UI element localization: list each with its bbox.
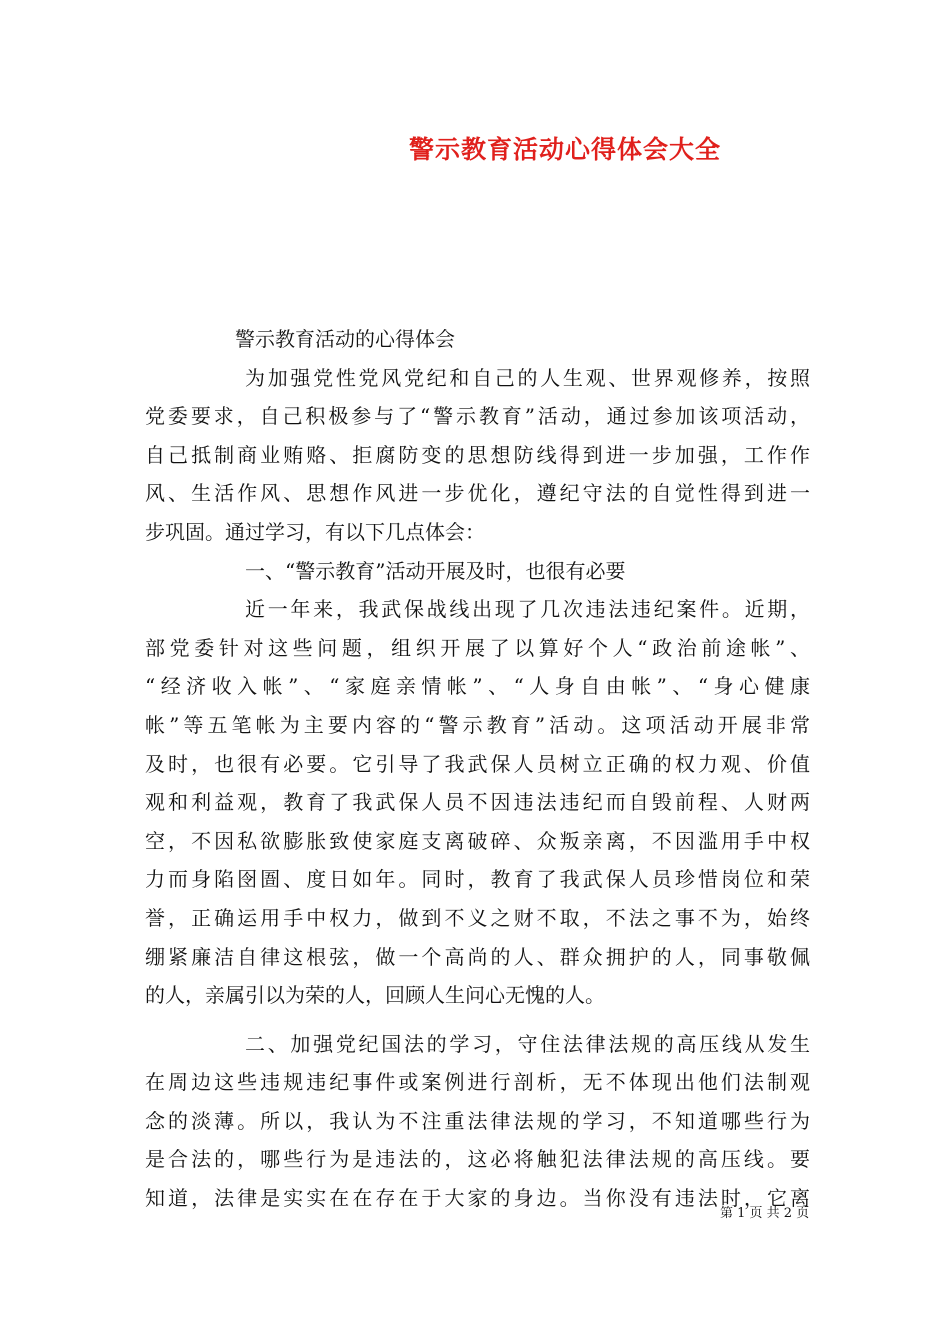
text-line: 知道，法律是实实在在存在于大家的身边。当你没有违法时，它离 [145, 1186, 810, 1211]
text-line: 誉，正确运用手中权力，做到不义之财不取，不法之事不为，始终 [145, 905, 810, 930]
text-line: 念的淡薄。所以，我认为不注重法律法规的学习，不知道哪些行为 [145, 1108, 810, 1133]
text-line: 风、生活作风、思想作风进一步优化，遵纪守法的自觉性得到进一 [145, 481, 810, 506]
text-line: 二、加强党纪国法的学习，守住法律法规的高压线从发生 [245, 1031, 810, 1056]
text-line: 党委要求，自己积极参与了“警示教育”活动，通过参加该项活动， [145, 404, 810, 429]
text-line: 空，不因私欲膨胀致使家庭支离破碎、众叛亲离，不因滥用手中权 [145, 828, 810, 853]
text-line: 绷紧廉洁自律这根弦，做一个高尚的人、群众拥护的人，同事敬佩 [145, 944, 810, 969]
paragraph-section-1 [145, 590, 810, 1015]
page-number: 第 1 页 共 2 页 [720, 1206, 810, 1221]
paragraph-section-2 [145, 1025, 810, 1218]
page-title: 警示教育活动心得体会大全 [408, 135, 721, 164]
text-line: “经济收入帐”、“家庭亲情帐”、“人身自由帐”、“身心健康 [145, 674, 810, 699]
document-body [145, 320, 810, 1218]
text-line: 是合法的，哪些行为是违法的，这必将触犯法律法规的高压线。要 [145, 1147, 810, 1172]
text-line: 力而身陷囹圄、度日如年。同时，教育了我武保人员珍惜岗位和荣 [145, 867, 810, 892]
section-heading-1: 一、“警示教育”活动开展及时，也很有必要 [245, 558, 626, 583]
text-line: 的人，亲属引以为荣的人，回顾人生问心无愧的人。 [145, 983, 605, 1008]
text-line: 及时，也很有必要。它引导了我武保人员树立正确的权力观、价值 [145, 751, 810, 776]
text-line: 近一年来，我武保战线出现了几次违法违纪案件。近期， [245, 597, 810, 622]
text-line: 自己抵制商业贿赂、拒腐防变的思想防线得到进一步加强，工作作 [145, 442, 810, 467]
text-line: 观和利益观，教育了我武保人员不因违法违纪而自毁前程、人财两 [145, 790, 810, 815]
text-line: 为加强党性党风党纪和自己的人生观、世界观修养，按照 [245, 365, 810, 390]
text-line: 帐”等五笔帐为主要内容的“警示教育”活动。这项活动开展非常 [145, 712, 810, 737]
text-line: 在周边这些违规违纪事件或案例进行剖析，无不体现出他们法制观 [145, 1070, 810, 1095]
paragraph-gap [145, 1015, 810, 1025]
text-line: 步巩固。通过学习，有以下几点体会： [145, 519, 485, 544]
text-line: 部党委针对这些问题，组织开展了以算好个人“政治前途帐”、 [145, 635, 810, 660]
subtitle: 警示教育活动的心得体会 [235, 327, 455, 351]
paragraph-intro [145, 359, 810, 552]
